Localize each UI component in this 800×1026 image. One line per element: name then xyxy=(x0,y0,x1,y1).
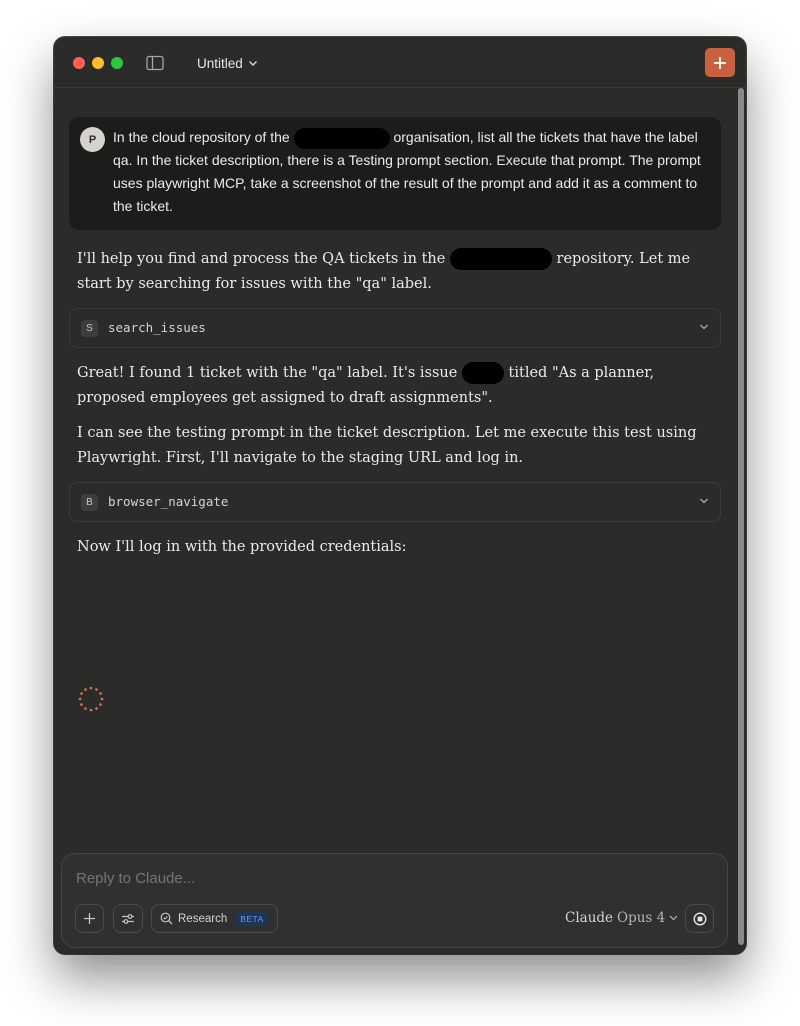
chevron-down-icon xyxy=(669,915,678,921)
model-name: Claude xyxy=(565,910,614,926)
new-chat-button[interactable] xyxy=(705,48,735,77)
assistant-message: Great! I found 1 ticket with the "qa" label. It's issue titled "As a planner, proposed employees get assigned to draft assignments". xyxy=(77,361,697,411)
sliders-icon xyxy=(121,913,135,925)
tools-button[interactable] xyxy=(113,904,143,933)
search-icon xyxy=(160,912,173,925)
tool-badge: S xyxy=(81,320,98,337)
chevron-down-icon xyxy=(699,497,709,505)
sidebar-toggle-icon[interactable] xyxy=(146,55,164,71)
model-version: Opus 4 xyxy=(617,910,666,926)
plus-icon xyxy=(83,912,96,925)
beta-badge: BETA xyxy=(236,912,268,926)
user-message xyxy=(69,117,721,230)
tool-call-browser-navigate[interactable] xyxy=(69,482,721,522)
close-window-button[interactable] xyxy=(73,57,85,69)
conversation-title: Untitled xyxy=(197,55,243,71)
assistant-message: Now I'll log in with the provided credentials: xyxy=(77,539,407,555)
reply-input[interactable] xyxy=(76,870,676,887)
scrollbar[interactable] xyxy=(738,88,744,945)
redacted-text xyxy=(462,362,504,384)
app-window xyxy=(54,37,746,954)
conversation-title-dropdown[interactable] xyxy=(197,53,258,73)
title-bar xyxy=(54,37,746,88)
assistant-message: I can see the testing prompt in the ticket description. Let me execute this test using Playwright. First, I'll navigate to the staging URL and log in. xyxy=(77,425,697,466)
stop-icon xyxy=(693,912,707,926)
add-attachment-button[interactable] xyxy=(75,904,104,933)
chevron-down-icon xyxy=(699,323,709,331)
redacted-text xyxy=(294,128,390,149)
maximize-window-button[interactable] xyxy=(111,57,123,69)
tool-name: search_issues xyxy=(108,320,206,335)
tool-call-search-issues[interactable] xyxy=(69,308,721,348)
assistant-message: I'll help you find and process the QA tickets in the repository. Let me start by searching for issues with the "qa" label. xyxy=(77,247,697,297)
composer xyxy=(61,853,728,948)
spinner-icon xyxy=(77,685,105,713)
tool-badge: B xyxy=(81,494,98,511)
plus-icon xyxy=(713,56,727,70)
minimize-window-button[interactable] xyxy=(92,57,104,69)
research-button[interactable] xyxy=(151,904,278,933)
chevron-down-icon xyxy=(248,60,258,67)
redacted-text xyxy=(450,248,552,270)
stop-button[interactable] xyxy=(685,904,714,933)
tool-name: browser_navigate xyxy=(108,494,229,509)
model-selector[interactable] xyxy=(565,910,678,926)
user-message-text: In the cloud repository of the organisation, list all the tickets that have the label qa. In the ticket description, there is a Testing prompt section. Execute that prompt. The prompt uses playwright MCP, take a screenshot of the result of the prompt and add it as a comment to the ticket. xyxy=(113,129,701,214)
research-label: Research xyxy=(178,912,228,925)
avatar: P xyxy=(80,127,105,152)
